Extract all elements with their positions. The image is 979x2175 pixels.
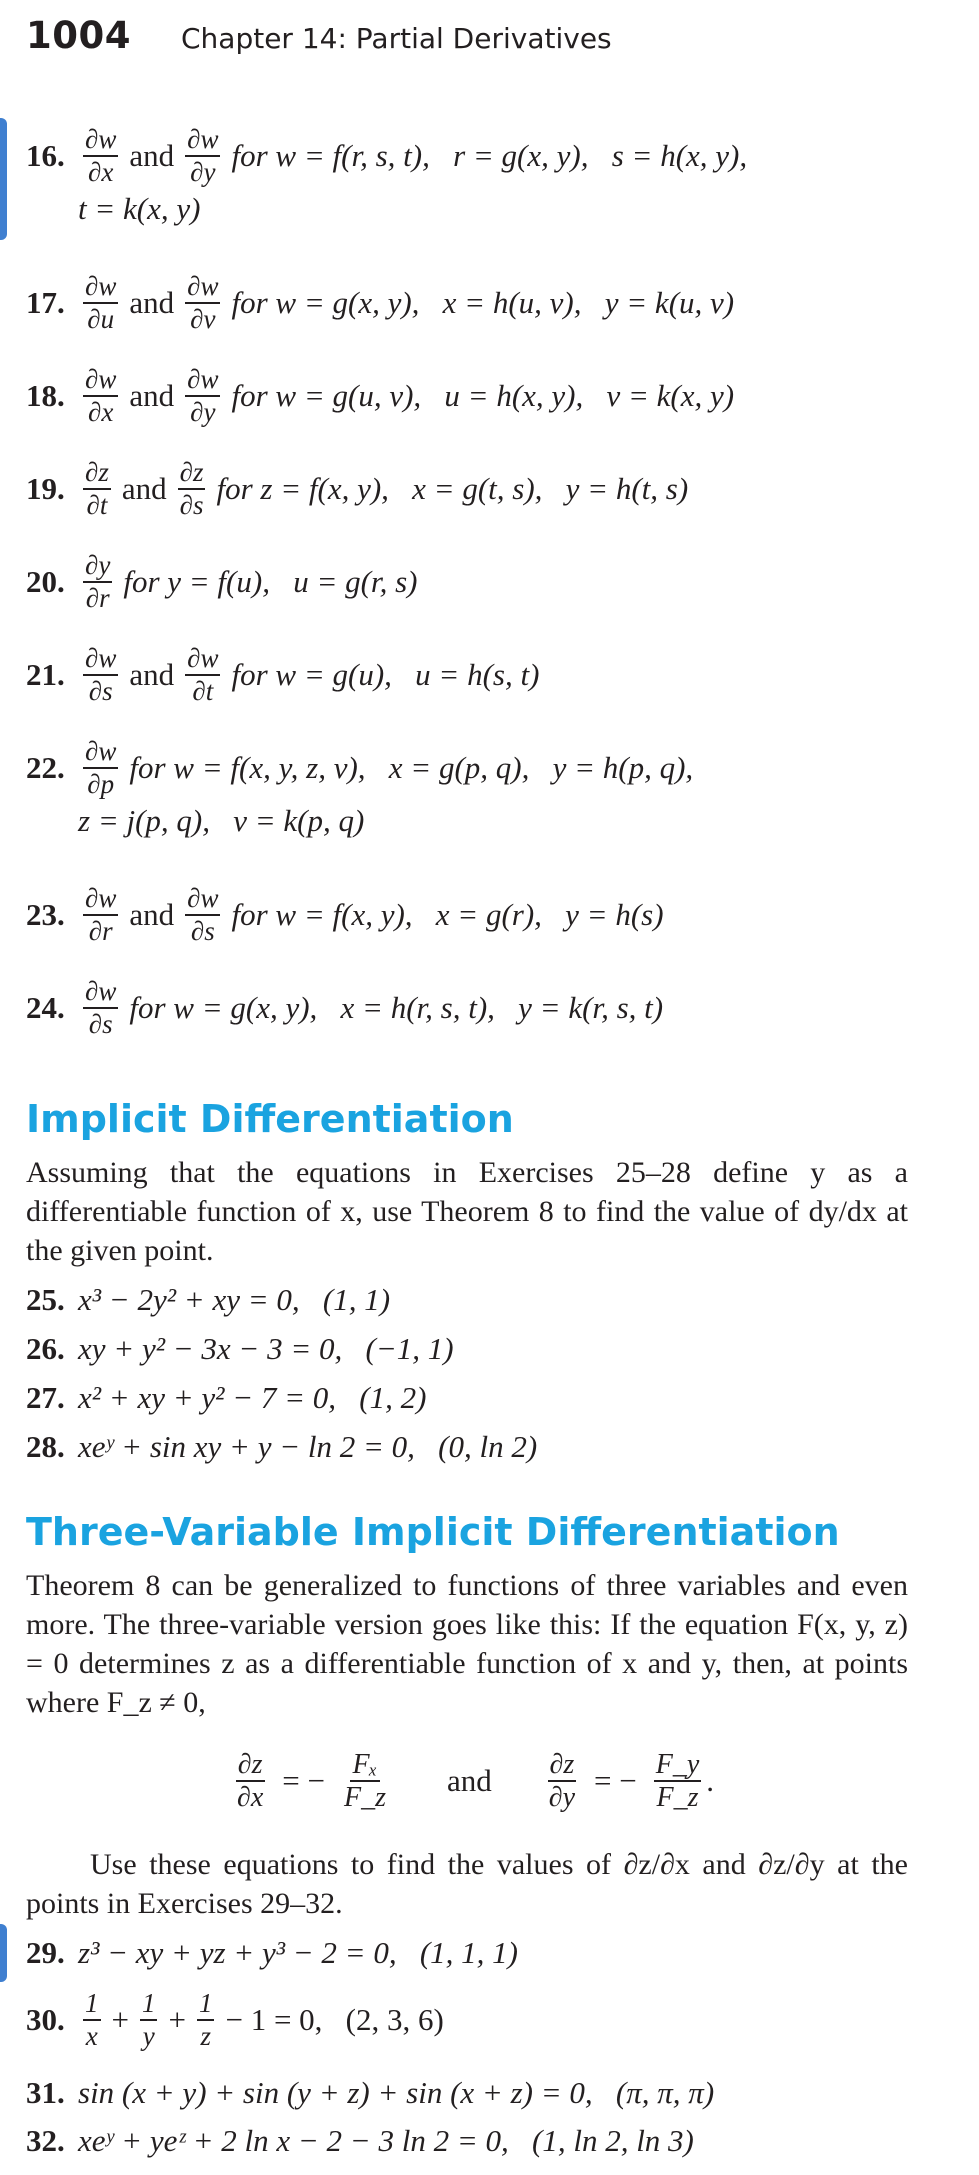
exercise-text: sin (x + y) + sin (y + z) + sin (x + z) = 0, (π, π, π) [78, 2075, 715, 2110]
partial-fraction: $\frac{\text{Fₓ}}{F\_z}$ [343, 1749, 386, 1813]
exercise-number: 22. [26, 750, 65, 785]
exercise-text-continued: z = j(p, q), v = k(p, q) [78, 803, 365, 838]
exercise-number: 26. [26, 1331, 65, 1366]
exercise-24 [26, 978, 959, 1038]
exercise-number: 23. [26, 897, 65, 932]
exercise-number: 17. [26, 285, 65, 320]
exercise-text: z³ − xy + yz + y³ − 2 = 0, (1, 1, 1) [78, 1935, 518, 1970]
exercise-number: 25. [26, 1282, 65, 1317]
exercise-30: 30. $\frac{1}{x}$ + $\frac{1}{y}$ + $\frac{1}{z}$ − 1 = 0, (2, 3, 6) [26, 1988, 444, 2051]
exercise-19: 19. $\frac{\partial z}{\partial t}$ and $\frac{\partial z}{\partial s}$ for z = f(x, y), x = g(t, s), y = h(t, s) [26, 457, 689, 520]
exercise-text: xy + y² − 3x − 3 = 0, (−1, 1) [78, 1331, 454, 1366]
partial-fraction: $\frac{\partial w}{\partial x}$ [85, 124, 117, 187]
exercise-text: for y = f(u), u = g(r, s) [123, 564, 418, 599]
partial-fraction: $\frac{\partial w}{\partial s}$ [85, 976, 117, 1039]
exercise-number: 27. [26, 1380, 65, 1415]
fraction: $\frac{1}{z}$ [198, 1988, 213, 2051]
partial-fraction: $\frac{\partial w}{\partial p}$ [85, 736, 117, 799]
fraction: $\frac{1}{x}$ [85, 1988, 99, 2051]
partial-fraction: $\frac{\partial w}{\partial s}$ [187, 883, 219, 946]
partial-fraction: $\frac{\partial y}{\partial r}$ [85, 550, 111, 613]
exercise-number: 18. [26, 378, 65, 413]
exercise-text: for w = f(r, s, t), r = g(x, y), s = h(x, y), [231, 138, 748, 173]
exercise-16: 16. $\frac{\partial w}{\partial x}$ and $\frac{\partial w}{\partial y}$ for w = f(r, s, t), r = g(x, y), s = h(x, y), t = k(x, y) [26, 126, 959, 232]
exercise-22 [26, 738, 959, 844]
exercise-18: 18. $\frac{\partial w}{\partial x}$ and $\frac{\partial w}{\partial y}$ for w = g(u, v), u = h(x, y), v = k(x, y) [26, 364, 735, 427]
exercise-number: 19. [26, 471, 65, 506]
exercise-17: 17. $\frac{\partial w}{\partial u}$ and $\frac{\partial w}{\partial v}$ for w = g(x, y), x = h(u, v), y = k(u, v) [26, 271, 735, 334]
exercise-29 [26, 1930, 959, 1976]
exercise-text: for w = g(x, y), x = h(r, s, t), y = k(r, s, t) [129, 990, 664, 1025]
exercise-26 [26, 1326, 959, 1372]
partial-fraction: $\frac{\partial w}{\partial r}$ [85, 883, 117, 946]
partial-fraction: $\frac{\partial w}{\partial x}$ [85, 364, 117, 427]
exercise-text: − 1 = 0, (2, 3, 6) [225, 2002, 444, 2037]
exercise-text: xeʸ + sin xy + y − ln 2 = 0, (0, ln 2) [78, 1429, 538, 1464]
margin-highlight-mark [0, 118, 7, 240]
exercise-number: 20. [26, 564, 65, 599]
partial-fraction: $\frac{\partial w}{\partial v}$ [187, 271, 219, 334]
exercise-31 [26, 2070, 959, 2116]
page-header [26, 14, 612, 60]
exercise-27 [26, 1375, 959, 1421]
margin-highlight-mark [0, 1924, 7, 1982]
exercise-text: for w = f(x, y, z, v), x = g(p, q), y = h(p, q), [129, 750, 694, 785]
exercise-28 [26, 1424, 959, 1470]
exercise-number: 30. [26, 2002, 65, 2037]
exercise-number: 31. [26, 2075, 65, 2110]
exercise-23: 23. $\frac{\partial w}{\partial r}$ and $\frac{\partial w}{\partial s}$ for w = f(x, y), x = g(r), y = h(s) [26, 883, 664, 946]
section-intro-three-variable: Theorem 8 can be generalized to functions of three variables and even more. The three-variable version goes like this: If the equation F(x, y, z) = 0 determines z as a differentiable function of x and y, then, at points where F_z ≠ 0, [26, 1569, 908, 1719]
partial-fraction: $\frac{\partial w}{\partial t}$ [187, 643, 219, 706]
partial-fraction: $\frac{\partial w}{\partial y}$ [187, 364, 219, 427]
exercise-text: x² + xy + y² − 7 = 0, (1, 2) [78, 1380, 427, 1415]
partial-fraction: $\frac{\partial w}{\partial s}$ [85, 643, 117, 706]
exercise-number: 21. [26, 657, 65, 692]
exercise-number: 24. [26, 990, 65, 1025]
partial-fraction: $\frac{\partial z}{\partial x}$ [237, 1749, 264, 1813]
partial-fraction: $\frac{\partial w}{\partial y}$ [187, 124, 219, 187]
exercise-25 [26, 1277, 959, 1323]
exercise-text: for z = f(x, y), x = g(t, s), y = h(t, s) [216, 471, 689, 506]
chapter-title: Chapter 14: Partial Derivatives [180, 22, 612, 55]
section-intro-implicit: Assuming that the equations in Exercises 25–28 define y as a differentiable function of x, use Theorem 8 to find the value of dy/dx at the given point. [26, 1156, 908, 1267]
exercise-number: 16. [26, 138, 65, 173]
partial-fraction: $\frac{\partial z}{\partial s}$ [179, 457, 204, 520]
section-heading-three-variable: Three-Variable Implicit Differentiation [26, 1510, 840, 1554]
exercise-text: x³ − 2y² + xy = 0, (1, 1) [78, 1282, 391, 1317]
exercise-text: xeʸ + yeᶻ + 2 ln x − 2 − 3 ln 2 = 0, (1, ln 2, ln 3) [78, 2123, 694, 2158]
fraction: $\frac{1}{y}$ [141, 1988, 156, 2051]
partial-fraction: $\frac{F\_y}{F\_z}$ [655, 1749, 700, 1813]
section-heading-implicit: Implicit Differentiation [26, 1097, 514, 1141]
exercise-text-continued: t = k(x, y) [78, 191, 201, 226]
exercise-number: 28. [26, 1429, 65, 1464]
partial-fraction: $\frac{\partial z}{\partial y}$ [548, 1749, 576, 1813]
follow-up-paragraph: Use these equations to find the values of ∂z/∂x and ∂z/∂y at the points in Exercises 29–32. [26, 1848, 908, 1920]
display-equation: $\frac{\partial z}{\partial x}$ = − $\frac{\text{Fₓ}}{F\_z}$ and $\frac{\partial z}{\partial y}$ = − $\frac{F\_y}{F\_z}$ . [237, 1749, 715, 1813]
partial-fraction: $\frac{\partial z}{\partial t}$ [85, 457, 109, 520]
exercise-text: for w = g(x, y), x = h(u, v), y = k(u, v) [231, 285, 735, 320]
exercise-number: 32. [26, 2123, 65, 2158]
exercise-20 [26, 552, 959, 612]
partial-fraction: $\frac{\partial w}{\partial u}$ [85, 271, 117, 334]
page-number: 1004 [26, 14, 131, 57]
exercise-21: 21. $\frac{\partial w}{\partial s}$ and $\frac{\partial w}{\partial t}$ for w = g(u), u = h(s, t) [26, 643, 540, 706]
exercise-text: for w = g(u), u = h(s, t) [231, 657, 540, 692]
exercise-number: 29. [26, 1935, 65, 1970]
exercise-text: for w = g(u, v), u = h(x, y), v = k(x, y) [231, 378, 735, 413]
exercise-text: for w = f(x, y), x = g(r), y = h(s) [231, 897, 664, 932]
exercise-32 [26, 2118, 959, 2164]
